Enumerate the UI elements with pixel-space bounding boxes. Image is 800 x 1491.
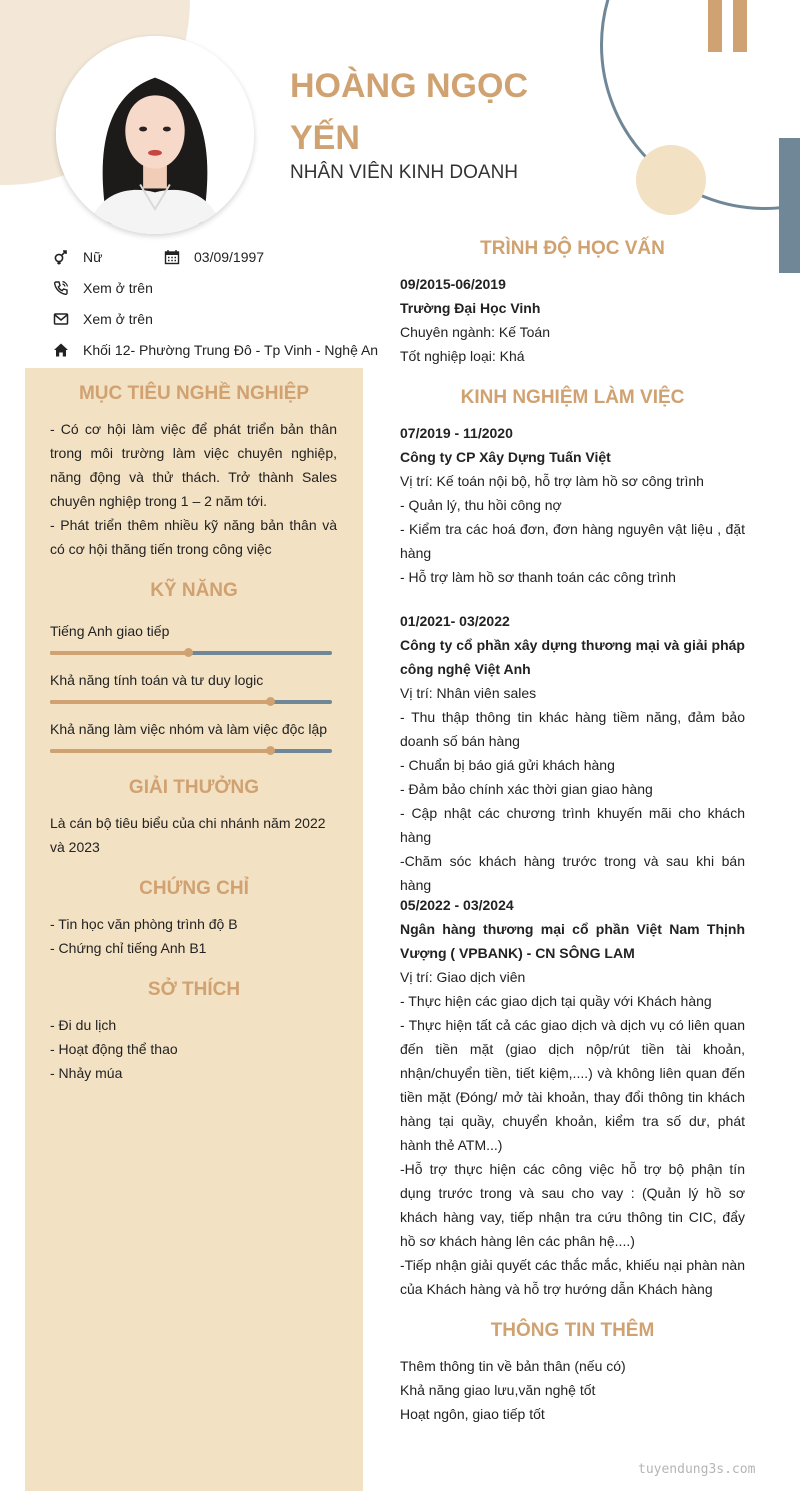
contact-phone: Xem ở trên bbox=[83, 280, 153, 296]
job-period: 07/2019 - 11/2020 bbox=[400, 425, 513, 441]
education-grade: Tốt nghiệp loại: Khá bbox=[400, 348, 525, 364]
job-line: -Hỗ trợ thực hiện các công việc hỗ trợ bộ phận tín dụng trước trong và sau cho vay : (Quản lý hồ sơ khách hàng vay, tiếp nhận tra cứu thông tin CIC, đẩy hồ sơ khách hàng lên các phân hệ....) bbox=[400, 1161, 745, 1249]
experience-title: KINH NGHIỆM LÀM VIỆC bbox=[460, 387, 685, 408]
certificate-item: - Chứng chỉ tiếng Anh B1 bbox=[50, 940, 207, 956]
profile-job-title: NHÂN VIÊN KINH DOANH bbox=[290, 162, 519, 183]
job-line: - Kiểm tra các hoá đơn, đơn hàng nguyên vật liệu , đặt hàng bbox=[400, 521, 745, 561]
decor-bar bbox=[708, 0, 722, 52]
extra-block bbox=[400, 1354, 745, 1426]
hobby-item: - Hoạt động thể thao bbox=[50, 1041, 178, 1057]
skill-bar bbox=[50, 651, 332, 655]
job-line: - Thu thập thông tin khác hàng tiềm năng, đảm bảo doanh số bán hàng bbox=[400, 709, 745, 749]
awards-title: GIẢI THƯỞNG bbox=[128, 777, 260, 798]
skill-bar bbox=[50, 700, 332, 704]
education-title: TRÌNH ĐỘ HỌC VẤN bbox=[480, 238, 665, 259]
calendar-icon bbox=[163, 248, 181, 266]
home-icon bbox=[52, 341, 70, 359]
skill-label: Khả năng làm việc nhóm và làm việc độc lập bbox=[50, 721, 328, 737]
job-line: Vị trí: Kế toán nội bộ, hỗ trợ làm hồ sơ công trình bbox=[400, 473, 704, 489]
skill-bar bbox=[50, 749, 332, 753]
decor-bar bbox=[733, 0, 747, 52]
job-company: Ngân hàng thương mại cổ phần Việt Nam Thịnh Vượng ( VPBANK) - CN SÔNG LAM bbox=[400, 921, 745, 961]
experience-job bbox=[400, 609, 745, 897]
job-line: -Chăm sóc khách hàng trước trong và sau khi bán hàng bbox=[400, 853, 745, 893]
hobby-item: - Đi du lịch bbox=[50, 1017, 117, 1033]
extra-item: Hoạt ngôn, giao tiếp tốt bbox=[400, 1406, 545, 1422]
job-line: - Thực hiện các giao dịch tại quầy với Khách hàng bbox=[400, 993, 712, 1009]
contact-email: Xem ở trên bbox=[83, 311, 153, 327]
hobby-item: - Nhảy múa bbox=[50, 1065, 123, 1081]
job-company: Công ty CP Xây Dựng Tuấn Việt bbox=[400, 449, 611, 465]
skill-label: Khả năng tính toán và tư duy logic bbox=[50, 672, 264, 688]
job-line: - Cập nhật các chương trình khuyến mãi cho khách hàng bbox=[400, 805, 745, 845]
job-line: - Thực hiện tất cả các giao dịch và dịch vụ có liên quan đến tiền mặt (giao dịch nộp/rút tiền tài khoản, nhận/chuyển tiền, tiết kiệm,....) và không liên quan đến tiền mặt (Đóng/ mở tài khoản, thay đổi thông tin khách hàng tại quầy, chuyển khoản, kiểm tra số dư, phát hành thẻ ATM...) bbox=[400, 1017, 745, 1153]
education-major: Chuyên ngành: Kế Toán bbox=[400, 324, 550, 340]
job-line: - Đảm bảo chính xác thời gian giao hàng bbox=[400, 781, 653, 797]
contact-gender-row bbox=[52, 248, 102, 266]
job-period: 01/2021- 03/2022 bbox=[400, 613, 510, 629]
job-line: Vị trí: Giao dịch viên bbox=[400, 969, 526, 985]
skills-title: KỸ NĂNG bbox=[150, 580, 238, 601]
watermark: tuyendung3s.com bbox=[638, 1462, 756, 1477]
decor-disc bbox=[636, 145, 706, 215]
job-company: Công ty cổ phần xây dựng thương mại và giải pháp công nghệ Việt Anh bbox=[400, 637, 745, 677]
contact-gender: Nữ bbox=[83, 249, 103, 265]
contact-address: Khối 12- Phường Trung Đô - Tp Vinh - Nghệ An bbox=[83, 342, 379, 358]
contact-birthday-row bbox=[163, 248, 264, 266]
job-period: 05/2022 - 03/2024 bbox=[400, 897, 514, 913]
job-line: - Hỗ trợ làm hồ sơ thanh toán các công trình bbox=[400, 569, 676, 585]
job-line: -Tiếp nhận giải quyết các thắc mắc, khiếu nại phàn nàn của Khách hàng và hỗ trợ hướng dẫn Khách hàng bbox=[400, 1257, 745, 1297]
contact-address-row bbox=[52, 341, 378, 359]
skill-label: Tiếng Anh giao tiếp bbox=[50, 623, 170, 639]
objective-line: - Phát triển thêm nhiều kỹ năng bản thân và có cơ hội thăng tiến trong công việc bbox=[50, 517, 337, 557]
phone-icon bbox=[52, 279, 70, 297]
envelope-icon bbox=[52, 310, 70, 328]
job-line: Vị trí: Nhân viên sales bbox=[400, 685, 537, 701]
contact-email-row bbox=[52, 310, 153, 328]
objective-line: - Có cơ hội làm việc để phát triển bản thân trong môi trường làm việc chuyên nghiệp, năng động và thử thách. Trở thành Sales chuyên nghiệp trong 1 – 2 năm tới. bbox=[50, 421, 337, 509]
extra-title: THÔNG TIN THÊM bbox=[490, 1320, 655, 1341]
education-period: 09/2015-06/2019 bbox=[400, 276, 506, 292]
contact-phone-row bbox=[52, 279, 153, 297]
profile-photo bbox=[56, 36, 254, 234]
profile-name: HOÀNG NGỌC YẾN bbox=[290, 67, 528, 157]
job-line: - Chuẩn bị báo giá gửi khách hàng bbox=[400, 757, 615, 773]
gender-icon bbox=[52, 248, 70, 266]
objective-title: MỤC TIÊU NGHỀ NGHIỆP bbox=[78, 383, 310, 404]
certificates-title: CHỨNG CHỈ bbox=[139, 878, 249, 899]
experience-job bbox=[400, 893, 745, 1301]
awards-text: Là cán bộ tiêu biểu của chi nhánh năm 2022 và 2023 bbox=[50, 815, 326, 855]
decor-side-bar bbox=[779, 138, 800, 273]
experience-job bbox=[400, 421, 745, 589]
certificate-item: - Tin học văn phòng trình độ B bbox=[50, 916, 238, 932]
education-block bbox=[400, 272, 745, 368]
education-school: Trường Đại Học Vinh bbox=[400, 300, 541, 316]
extra-item: Thêm thông tin về bản thân (nếu có) bbox=[400, 1358, 626, 1374]
contact-birthday: 03/09/1997 bbox=[194, 249, 265, 265]
extra-item: Khả năng giao lưu,văn nghệ tốt bbox=[400, 1382, 596, 1398]
job-line: - Quản lý, thu hồi công nợ bbox=[400, 497, 562, 513]
hobbies-title: SỞ THÍCH bbox=[147, 979, 241, 1000]
